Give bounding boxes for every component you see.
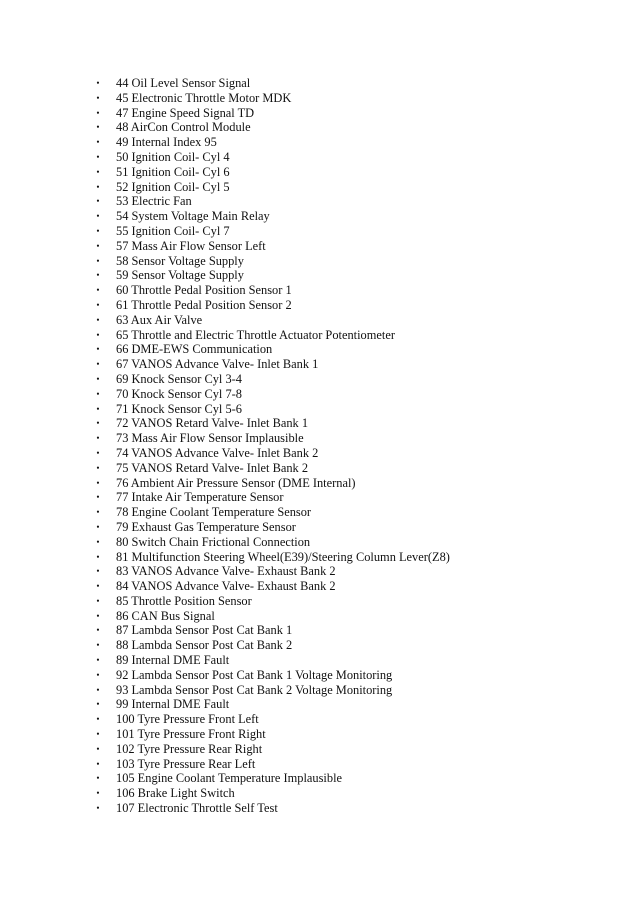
list-item	[93, 209, 613, 224]
list-item-text: 86 CAN Bus Signal	[116, 608, 215, 623]
list-item-text: 77 Intake Air Temperature Sensor	[116, 490, 284, 505]
list-item-text: 65 Throttle and Electric Throttle Actuator Potentiometer	[116, 327, 395, 342]
list-item-text: 72 VANOS Retard Valve- Inlet Bank 1	[116, 416, 309, 431]
bullet-icon: •	[96, 211, 100, 222]
bullet-icon: •	[96, 255, 100, 266]
list-item	[93, 757, 613, 772]
list-item-text: 99 Internal DME Fault	[116, 697, 230, 712]
bullet-icon: •	[96, 447, 100, 458]
list-item-text: 45 Electronic Throttle Motor MDK	[116, 90, 292, 105]
bullet-icon: •	[96, 684, 100, 695]
bullet-icon: •	[96, 743, 100, 754]
bullet-icon: •	[96, 714, 100, 725]
list-item	[93, 387, 613, 402]
list-item	[93, 106, 613, 121]
bullet-icon: •	[96, 225, 100, 236]
bullet-icon: •	[96, 788, 100, 799]
list-item	[93, 328, 613, 343]
bullet-icon: •	[96, 285, 100, 296]
list-item	[93, 313, 613, 328]
list-item	[93, 668, 613, 683]
list-item-text: 85 Throttle Position Sensor	[116, 593, 252, 608]
list-item	[93, 76, 613, 91]
list-item	[93, 180, 613, 195]
bullet-icon: •	[96, 107, 100, 118]
bullet-icon: •	[96, 803, 100, 814]
list-item-text: 51 Ignition Coil- Cyl 6	[116, 164, 230, 179]
list-item	[93, 594, 613, 609]
bullet-icon: •	[96, 462, 100, 473]
bullet-icon: •	[96, 477, 100, 488]
bullet-icon: •	[96, 270, 100, 281]
list-item-text: 48 AirCon Control Module	[116, 120, 251, 135]
list-item-text: 71 Knock Sensor Cyl 5-6	[116, 401, 242, 416]
bullet-icon: •	[96, 536, 100, 547]
list-item-text: 88 Lambda Sensor Post Cat Bank 2	[116, 638, 293, 653]
list-item-text: 58 Sensor Voltage Supply	[116, 253, 244, 268]
bullet-icon: •	[96, 418, 100, 429]
list-item	[93, 786, 613, 801]
list-item-text: 53 Electric Fan	[116, 194, 192, 209]
list-item	[93, 771, 613, 786]
list-item	[93, 461, 613, 476]
list-item-text: 76 Ambient Air Pressure Sensor (DME Internal)	[116, 475, 356, 490]
list-item	[93, 268, 613, 283]
list-item-text: 92 Lambda Sensor Post Cat Bank 1 Voltage Monitoring	[116, 667, 393, 682]
list-item-text: 103 Tyre Pressure Rear Left	[116, 756, 256, 771]
list-item-text: 79 Exhaust Gas Temperature Sensor	[116, 519, 296, 534]
bullet-icon: •	[96, 655, 100, 666]
list-item-text: 100 Tyre Pressure Front Left	[116, 712, 259, 727]
list-item-text: 44 Oil Level Sensor Signal	[116, 76, 251, 90]
bullet-icon: •	[96, 595, 100, 606]
bullet-icon: •	[96, 566, 100, 577]
list-item-text: 75 VANOS Retard Valve- Inlet Bank 2	[116, 460, 309, 475]
list-item-text: 57 Mass Air Flow Sensor Left	[116, 238, 266, 253]
list-item	[93, 535, 613, 550]
bullet-icon: •	[96, 329, 100, 340]
list-item	[93, 697, 613, 712]
list-item-text: 52 Ignition Coil- Cyl 5	[116, 179, 230, 194]
bullet-icon: •	[96, 314, 100, 325]
list-item	[93, 165, 613, 180]
list-item-text: 102 Tyre Pressure Rear Right	[116, 741, 263, 756]
list-item-text: 101 Tyre Pressure Front Right	[116, 727, 266, 742]
list-item	[93, 342, 613, 357]
list-item	[93, 150, 613, 165]
list-item-text: 55 Ignition Coil- Cyl 7	[116, 223, 230, 238]
bullet-icon: •	[96, 78, 100, 88]
list-item-text: 81 Multifunction Steering Wheel(E39)/Steering Column Lever(Z8)	[116, 549, 450, 564]
bullet-icon: •	[96, 551, 100, 562]
list-item-text: 69 Knock Sensor Cyl 3-4	[116, 371, 242, 386]
bullet-icon: •	[96, 196, 100, 207]
list-item	[93, 801, 613, 816]
list-item	[93, 416, 613, 431]
list-item	[93, 372, 613, 387]
list-item-text: 80 Switch Chain Frictional Connection	[116, 534, 311, 549]
bullet-icon: •	[96, 166, 100, 177]
list-item	[93, 194, 613, 209]
list-item-text: 83 VANOS Advance Valve- Exhaust Bank 2	[116, 564, 336, 579]
list-item-text: 60 Throttle Pedal Position Sensor 1	[116, 283, 292, 298]
list-item-text: 105 Engine Coolant Temperature Implausible	[116, 771, 343, 786]
list-item	[93, 298, 613, 313]
bullet-icon: •	[96, 137, 100, 148]
bullet-icon: •	[96, 610, 100, 621]
list-item	[93, 490, 613, 505]
list-item-text: 59 Sensor Voltage Supply	[116, 268, 244, 283]
list-item-text: 93 Lambda Sensor Post Cat Bank 2 Voltage Monitoring	[116, 682, 393, 697]
list-item-text: 54 System Voltage Main Relay	[116, 209, 270, 224]
list-item	[93, 638, 613, 653]
bullet-icon: •	[96, 388, 100, 399]
list-item	[93, 120, 613, 135]
list-item	[93, 224, 613, 239]
bullet-icon: •	[96, 92, 100, 103]
list-item	[93, 579, 613, 594]
list-item-text: 70 Knock Sensor Cyl 7-8	[116, 386, 242, 401]
bullet-icon: •	[96, 729, 100, 740]
list-item-text: 50 Ignition Coil- Cyl 4	[116, 149, 230, 164]
list-item	[93, 402, 613, 417]
list-item-text: 73 Mass Air Flow Sensor Implausible	[116, 431, 304, 446]
list-item	[93, 254, 613, 269]
bullet-icon: •	[96, 299, 100, 310]
list-item	[93, 712, 613, 727]
list-item-text: 106 Brake Light Switch	[116, 786, 235, 801]
bullet-icon: •	[96, 669, 100, 680]
bullet-icon: •	[96, 625, 100, 636]
bullet-icon: •	[96, 433, 100, 444]
bullet-icon: •	[96, 151, 100, 162]
list-item-text: 89 Internal DME Fault	[116, 653, 230, 668]
list-item	[93, 283, 613, 298]
list-item	[93, 357, 613, 372]
list-item-text: 107 Electronic Throttle Self Test	[116, 801, 278, 816]
list-item	[93, 727, 613, 742]
bullet-icon: •	[96, 359, 100, 370]
list-item-text: 49 Internal Index 95	[116, 135, 217, 150]
list-item	[93, 683, 613, 698]
bullet-icon: •	[96, 373, 100, 384]
bullet-icon: •	[96, 403, 100, 414]
bullet-icon: •	[96, 492, 100, 503]
list-item	[93, 520, 613, 535]
list-item	[93, 623, 613, 638]
list-item-text: 78 Engine Coolant Temperature Sensor	[116, 505, 312, 520]
list-item	[93, 476, 613, 491]
bullet-icon: •	[96, 640, 100, 651]
list-item-text: 66 DME-EWS Communication	[116, 342, 273, 357]
list-item	[93, 446, 613, 461]
bullet-icon: •	[96, 773, 100, 784]
bullet-icon: •	[96, 521, 100, 532]
list-item	[93, 505, 613, 520]
bullet-icon: •	[96, 344, 100, 355]
list-item-text: 63 Aux Air Valve	[116, 312, 203, 327]
list-item	[93, 742, 613, 757]
bullet-icon: •	[96, 507, 100, 518]
list-item-text: 84 VANOS Advance Valve- Exhaust Bank 2	[116, 579, 336, 594]
list-item	[93, 135, 613, 150]
bullet-icon: •	[96, 699, 100, 710]
list-item-text: 74 VANOS Advance Valve- Inlet Bank 2	[116, 445, 319, 460]
list-item-text: 61 Throttle Pedal Position Sensor 2	[116, 297, 292, 312]
list-item-text: 67 VANOS Advance Valve- Inlet Bank 1	[116, 357, 319, 372]
list-item	[93, 653, 613, 668]
bullet-icon: •	[96, 181, 100, 192]
bullet-icon: •	[96, 240, 100, 251]
list-item	[93, 550, 613, 565]
list-item	[93, 91, 613, 106]
bullet-icon: •	[96, 122, 100, 133]
list-item-text: 87 Lambda Sensor Post Cat Bank 1	[116, 623, 293, 638]
list-item-text: 47 Engine Speed Signal TD	[116, 105, 255, 120]
list-item	[93, 431, 613, 446]
list-item	[93, 239, 613, 254]
fault-code-list	[93, 76, 613, 816]
bullet-icon: •	[96, 758, 100, 769]
list-item	[93, 564, 613, 579]
bullet-icon: •	[96, 581, 100, 592]
list-item	[93, 609, 613, 624]
